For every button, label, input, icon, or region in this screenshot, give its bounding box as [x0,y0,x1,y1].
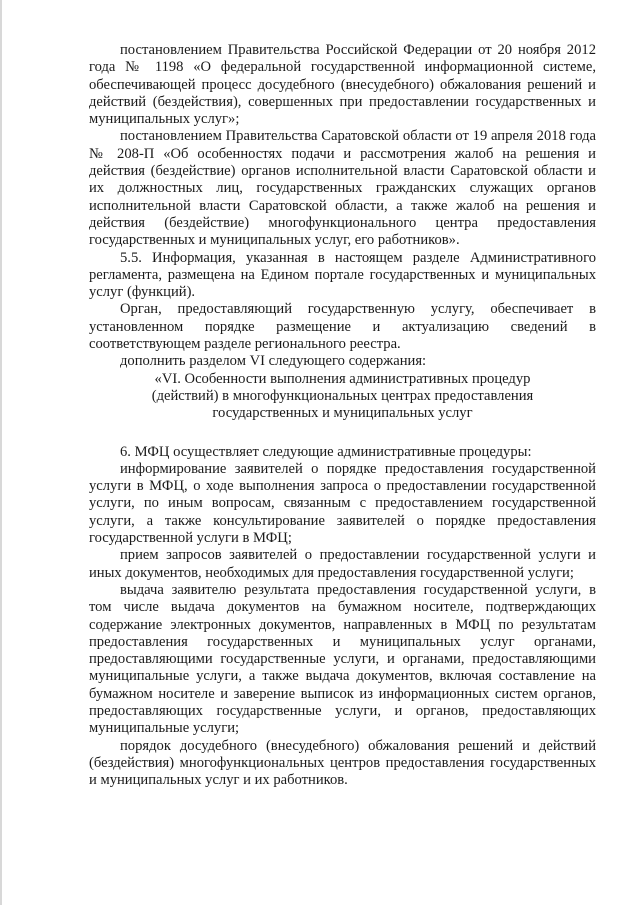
paragraph-appeal: порядок досудебного (внесудебного) обжалования решений и действий (бездействия) многофункциональных центров предоставления государственных и муниципальных услуг и их работников. [89,737,596,789]
section-gap [89,423,596,444]
section-heading-line-1: «VI. Особенности выполнения административных процедур [154,370,531,387]
paragraph-receiving: прием запросов заявителей о предоставлении государственной услуги и иных документов, необходимых для предоставления государственной услуги; [89,547,596,581]
paragraph-issuing: выдача заявителю результата предоставления государственной услуги, в том числе выдача документов на бумажном носителе, подтверждающих содержание электронных документов, направленных в МФЦ по результатам предоставления государственных и муниципальных услуг органами, предоставляющими государственные услуги, и органами, предоставляющими муниципальные услуги, а также выдача документов, включая составление на бумажном носителе и заверение выписок из информационных систем органов, предоставляющих государственные услуги, и органов, предоставляющих муниципальные услуги; [89,581,596,737]
paragraph-organ-registry: Орган, предоставляющий государственную услугу, обеспечивает в установленном порядке размещение и актуализацию сведений в соответствующем разделе регионального реестра. [89,301,596,353]
document-body [89,42,596,789]
paragraph-5-5: 5.5. Информация, указанная в настоящем разделе Административного регламента, размещена на Едином портале государственных и муниципальных услуг (функций). [89,249,596,301]
section-heading-line-3: государственных и муниципальных услуг [212,405,473,422]
page-edge [0,0,2,905]
section-vi-heading [89,371,596,423]
paragraph-add-section: дополнить разделом VI следующего содержания: [120,353,427,370]
section-heading-line-2: (действий) в многофункциональных центрах предоставления [151,387,534,404]
paragraph-resolution-208p: постановлением Правительства Саратовской области от 19 апреля 2018 года № 208-П «Об особенностях подачи и рассмотрения жалоб на решения и действия (бездействие) органов исполнительной власти Саратовской области и их должностных лиц, государственных гражданских служащих органов исполнительной власти Саратовской области, а также жалоб на решения и действия (бездействие) многофункционального центра предоставления государственных и муниципальных услуг, его работников». [89,128,596,249]
paragraph-6: 6. МФЦ осуществляет следующие административные процедуры: [120,443,532,460]
paragraph-resolution-1198: постановлением Правительства Российской Федерации от 20 ноября 2012 года № 1198 «О федеральной государственной информационной системе, обеспечивающей процесс досудебного (внесудебного) обжалования решений и действий (бездействия), совершенных при предоставлении государственных и муниципальных услуг»; [89,42,596,128]
paragraph-informing: информирование заявителей о порядке предоставления государственной услуги в МФЦ, о ходе выполнения запроса о предоставлении государственной услуги, по иным вопросам, связанным с предоставлением государственной услуги, а также консультирование заявителей о порядке предоставления государственной услуги в МФЦ; [89,460,596,547]
